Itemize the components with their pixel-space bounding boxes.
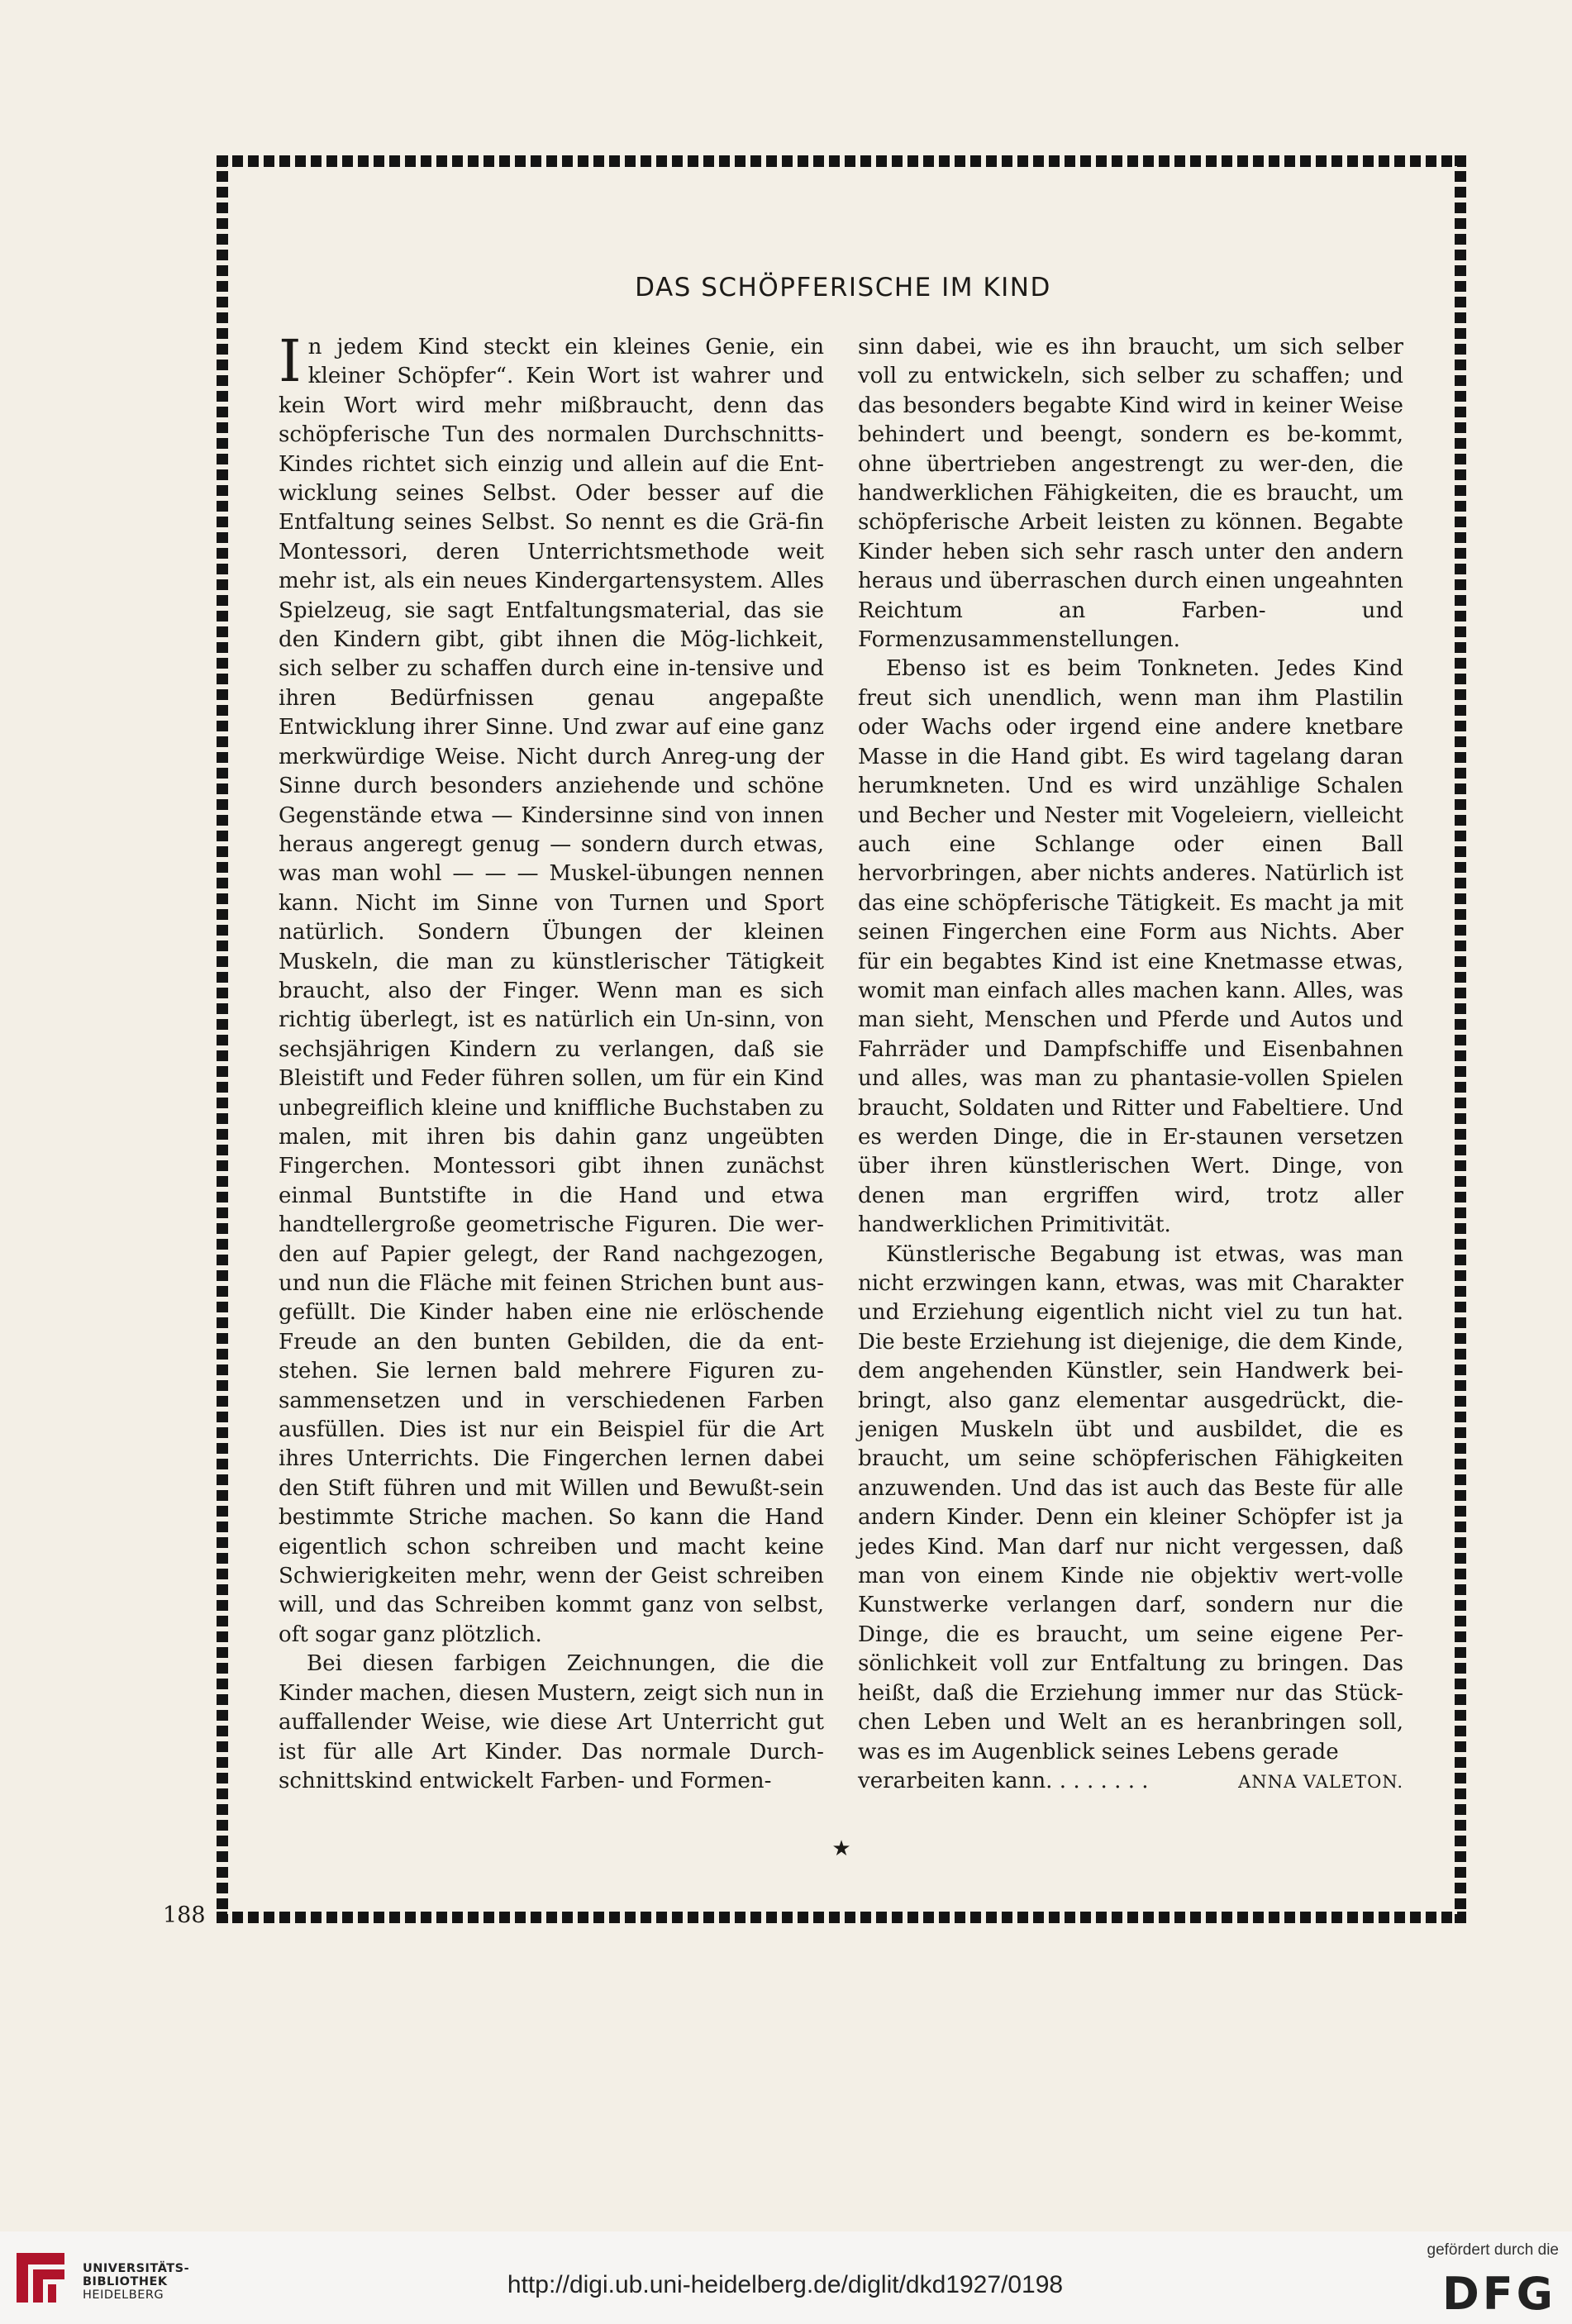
article-title: DAS SCHÖPFERISCHE IM KIND bbox=[635, 273, 1051, 302]
paragraph: Ebenso ist es beim Tonkneten. Jedes Kind freut sich unendlich, wenn man ihm Plastilin oder Wachs oder irgend eine andere knetbare Masse in die Hand gibt. Es wird tagelang daran herumkneten. Und es wird unzählige Schalen und Becher und Nester mit Vogeleiern, vielleicht auch eine Schlange oder einen Ball hervorbringen, aber nichts anderes. Natürlich ist das eine schöpferische Tätigkeit. Es macht ja mit seinen Fingerchen eine Form aus Nichts. Aber für ein begabtes Kind ist eine Knetmasse etwas, womit man einfach alles machen kann. Alles, was man sieht, Menschen und Pferde und Autos und Fahrräder und Dampfschiffe und Eisenbahnen und alles, was man zu phantasie-vollen Spielen braucht, Soldaten und Ritter und Fabeltiere. Und es werden Dinge, die in Er-staunen versetzen über ihren künstlerischen Wert. Dinge, von denen man ergriffen wird, trotz aller handwerklichen Primitivität. bbox=[858, 656, 1403, 1238]
library-name-line: BIBLIOTHEK bbox=[83, 2275, 168, 2288]
permalink-url[interactable]: http://digi.ub.uni-heidelberg.de/diglit/dkd1927/0198 bbox=[507, 2271, 1064, 2298]
dfg-logo-text: DFG bbox=[1441, 2268, 1556, 2314]
paragraph: Bei diesen farbigen Zeichnungen, die die Kinder machen, diesen Mustern, zeigt sich nun in auffallender Weise, wie diese Art Unterricht gut ist für alle Art Kinder. Das normale Durch-schnittskind entwickelt Farben- und Formen- bbox=[279, 1651, 824, 1793]
library-logo-icon bbox=[15, 2250, 66, 2304]
page-number: 188 bbox=[163, 1903, 206, 1928]
paragraph-text: n jedem Kind steckt ein kleines Genie, ein kleiner Schöpfer“. Kein Wort ist wahrer und kein Wort wird mehr mißbraucht, denn das schöpferische Tun des normalen Durchschnitts-Kindes richtet sich einzig und allein auf die Ent-wicklung seines Selbst. Oder besser auf die Entfaltung seines Selbst. So nennt es die Grä-fin Montessori, deren Unterrichtsmethode weit mehr ist, als ein neues Kindergartensystem. Alles Spielzeug, sie sagt Entfaltungsmaterial, das sie den Kindern gibt, gibt ihnen die Mög-lichkeit, sich selber zu schaffen durch eine in-tensive und ihren Bedürfnissen genau angepaßte Entwicklung ihrer Sinne. Und zwar auf eine ganz merkwürdige Weise. Nicht durch Anreg-ung der Sinne durch besonders anziehende und schöne Gegenstände etwa — Kindersinne sind von innen heraus angeregt genug — sondern durch etwas, was man wohl — — — Muskel-übungen nennen kann. Nicht im Sinne von Turnen und Sport natürlich. Sondern Übungen der kleinen Muskeln, die man zu künstlerischer Tätigkeit braucht, also der Finger. Wenn man es sich richtig überlegt, ist es natürlich ein Un-sinn, von sechsjährigen Kindern zu verlangen, daß sie Bleistift und Feder führen sollen, um für ein Kind unbegreiflich kleine und kniffliche Buchstaben zu malen, mit ihren bis dahin ganz ungeübten Fingerchen. Montessori gibt ihnen zunächst einmal Buntstifte in die Hand und etwa handtellergroße geometrische Figuren. Die wer-den auf Papier gelegt, der Rand nachgezogen, und nun die Fläche mit feinen Strichen bunt aus-gefüllt. Die Kinder haben eine nie erlöschende Freude an den bunten Gebilden, die da ent-stehen. Sie lernen bald mehrere Figuren zu-sammensetzen und in verschiedenen Farben ausfüllen. Dies ist nur ein Beispiel für die Art ihres Unterrichts. Die Fingerchen lernen dabei den Stift führen und mit Willen und Bewußt-sein bestimmte Striche machen. So kann die Hand eigentlich schon schreiben und macht keine Schwierigkeiten mehr, wenn der Geist schreiben will, und das Schreiben kommt ganz von selbst, oft sogar ganz plötzlich. bbox=[279, 335, 824, 1647]
dfg-logo-icon bbox=[1401, 2268, 1558, 2314]
library-name-line: HEIDELBERG bbox=[83, 2288, 164, 2302]
funding-label: gefördert durch die bbox=[1427, 2241, 1559, 2259]
library-name bbox=[83, 2262, 189, 2302]
closing-text: verarbeiten kann. . . . . . . . bbox=[858, 1768, 1149, 1793]
library-name-line: UNIVERSITÄTS- bbox=[83, 2262, 190, 2275]
text-column-right bbox=[858, 333, 1403, 1797]
frame-border-bottom bbox=[217, 1912, 1466, 1923]
paragraph bbox=[279, 327, 824, 1650]
paragraph: sinn dabei, wie es ihn braucht, um sich selber voll zu entwickeln, sich selber zu schaffen; und das besonders begabte Kind wird in keiner Weise behindert und beengt, sondern es be-kommt, ohne übertrieben angestrengt zu wer-den, die handwerklichen Fähigkeiten, die es braucht, um schöpferische Arbeit leisten zu können. Begabte Kinder heben sich sehr rasch unter den andern heraus und überraschen durch einen ungeahnten Reichtum an Farben- und Formenzusammenstellungen. bbox=[858, 335, 1403, 653]
text-column-left bbox=[279, 327, 824, 1796]
closing-line bbox=[858, 1767, 1403, 1797]
frame-border-top bbox=[217, 155, 1466, 167]
frame-border-right bbox=[1455, 155, 1466, 1923]
author-signature: ANNA VALETON. bbox=[1238, 1771, 1403, 1792]
drop-cap: I bbox=[279, 327, 302, 395]
frame-border-left bbox=[217, 155, 228, 1923]
paragraph: Künstlerische Begabung ist etwas, was man nicht erzwingen kann, etwas, was mit Charakter und Erziehung eigentlich nicht viel zu tun hat. Die beste Erziehung ist diejenige, die dem Kinde, dem angehenden Künstler, sein Handwerk bei-bringt, also ganz elementar ausgedrückt, die-jenigen Muskeln übt und ausbildet, die es braucht, um seine schöpferischen Fähigkeiten anzuwenden. Und das ist auch das Beste für alle andern Kinder. Denn ein kleiner Schöpfer ist ja jedes Kind. Man darf nur nicht vergessen, daß man von einem Kinde nie objektiv wert-volle Kunstwerke verlangen darf, sondern nur die Dinge, die es braucht, um seine eigene Per-sönlichkeit voll zur Entfaltung zu bringen. Das heißt, daß die Erziehung immer nur das Stück-chen Leben und Welt an es heranbringen soll, was es im Augenblick seines Lebens gerade bbox=[858, 1241, 1403, 1764]
star-ornament: ★ bbox=[831, 1836, 851, 1861]
